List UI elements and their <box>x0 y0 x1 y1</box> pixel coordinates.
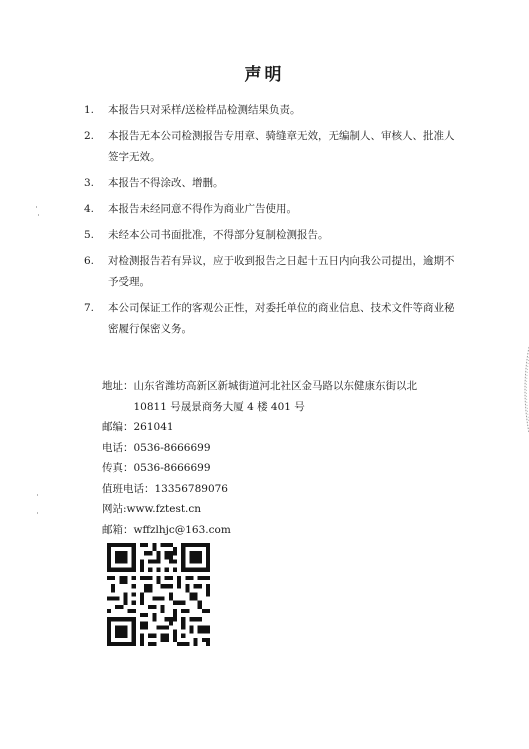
contact-block <box>102 376 442 540</box>
website-link[interactable]: www.fztest.cn <box>126 503 202 515</box>
item-text: 本报告未经同意不得作为商业广告使用。 <box>108 203 297 215</box>
postcode-row <box>102 417 442 438</box>
fax-row <box>102 458 442 479</box>
fax-label: 传真： <box>102 462 134 474</box>
phone-value: 0536-8666699 <box>133 441 211 454</box>
scan-mark <box>37 512 38 514</box>
duty-phone-label: 值班电话： <box>102 482 155 495</box>
item-number: 7. <box>84 302 95 314</box>
postcode-label: 邮编： <box>102 421 134 433</box>
scan-mark <box>36 206 37 208</box>
list-item <box>84 251 464 293</box>
list-item <box>84 225 464 246</box>
list-item <box>84 100 464 121</box>
page-title: 声明 <box>244 65 285 85</box>
phone-row <box>102 438 442 459</box>
website-row <box>102 499 442 520</box>
item-number: 4. <box>84 203 95 215</box>
duty-phone-value: 13356789076 <box>154 482 228 495</box>
item-number: 2. <box>84 130 95 142</box>
qr-code <box>107 543 210 646</box>
phone-label: 电话： <box>102 441 134 454</box>
item-text: 本公司保证工作的客观公正性，对委托单位的商业信息、技术文件等商业秘密履行保密义务。 <box>108 302 455 335</box>
item-number: 1. <box>84 104 95 116</box>
item-number: 5. <box>84 229 95 241</box>
email-link[interactable]: wffzlhjc@163.com <box>133 523 231 536</box>
email-label: 邮箱： <box>102 523 134 536</box>
statement-list <box>84 100 464 345</box>
postcode-value: 261041 <box>133 421 174 433</box>
address-row <box>102 376 442 417</box>
address-value: 山东省潍坊高新区新城街道河北社区金马路以东健康东街以北 10811 号晟景商务大厦 4 楼 401 号 <box>133 380 417 413</box>
item-text: 对检测报告若有异议，应于收到报告之日起十五日内向我公司提出，逾期不予受理。 <box>108 255 455 288</box>
duty-phone-row <box>102 479 442 500</box>
list-item <box>84 298 464 340</box>
item-text: 未经本公司书面批准，不得部分复制检测报告。 <box>108 229 329 241</box>
item-number: 3. <box>84 177 95 189</box>
seal-edge-stamp <box>517 345 529 435</box>
scan-mark <box>37 494 38 496</box>
fax-value: 0536-8666699 <box>133 462 211 474</box>
scan-mark <box>38 214 39 216</box>
item-text: 本报告不得涂改、增删。 <box>108 177 224 189</box>
email-row <box>102 520 442 541</box>
address-label: 地址： <box>102 380 134 392</box>
list-item <box>84 126 464 168</box>
list-item <box>84 199 464 220</box>
item-number: 6. <box>84 255 95 267</box>
item-text: 本报告只对采样/送检样品检测结果负责。 <box>108 104 301 116</box>
list-item <box>84 173 464 194</box>
item-text: 本报告无本公司检测报告专用章、骑缝章无效，无编制人、审核人、批准人签字无效。 <box>108 130 455 163</box>
website-label: 网站: <box>102 503 127 515</box>
